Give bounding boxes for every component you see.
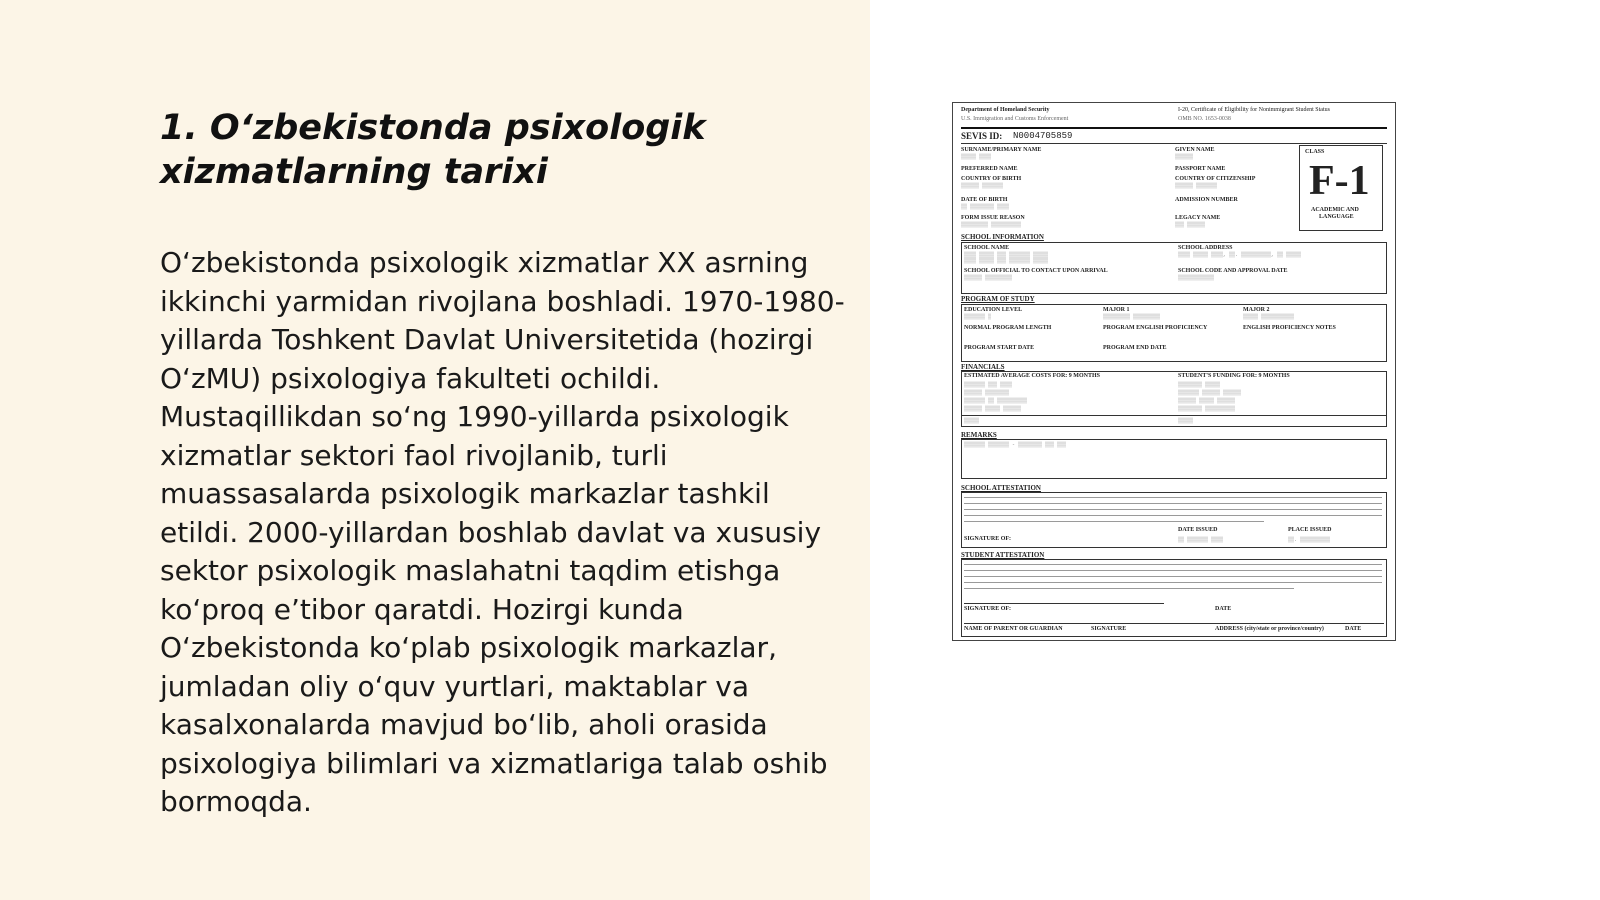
- fuzz: ▒▒▒▒ ▒▒▒▒▒ ▒▒▒▒, ▒▒. ▒▒▒▒▒▒▒▒▒▒, ▒▒ ▒▒▒▒▒: [1178, 252, 1302, 258]
- fuzz: ▒▒▒▒▒▒ ▒▒▒▒▒ ▒▒▒▒▒▒: [1178, 398, 1236, 404]
- school-place-issued: PLACE ISSUED: [1288, 527, 1332, 533]
- i20-form-image: [952, 102, 1396, 641]
- field-education-level: EDUCATION LEVEL: [964, 307, 1023, 313]
- fuzz: ▒▒▒▒▒▒▒ ▒▒ ▒▒▒▒▒▒▒▒▒▒: [964, 398, 1028, 404]
- sec-school-attestation: SCHOOL ATTESTATION: [961, 484, 1041, 492]
- parent-date: DATE: [1345, 626, 1362, 632]
- attestation-text: [964, 521, 1264, 522]
- field-country-birth: COUNTRY OF BIRTH: [961, 176, 1022, 182]
- field-school-code: SCHOOL CODE AND APPROVAL DATE: [1178, 268, 1288, 274]
- field-major1: MAJOR 1: [1103, 307, 1130, 313]
- fuzz: ▒▒▒▒▒▒▒▒ ▒▒▒▒▒▒▒▒▒▒: [1178, 406, 1236, 412]
- fuzz: ▒▒▒▒▒▒ ▒▒▒▒▒▒▒▒: [964, 390, 1010, 396]
- form-omb: OMB NO. 1653-0038: [1178, 116, 1231, 122]
- field-preferred: PREFERRED NAME: [961, 166, 1018, 172]
- fuzz: ▒▒▒▒▒▒ ▒▒▒▒▒▒▒: [961, 183, 1004, 189]
- field-school-name: SCHOOL NAME: [964, 245, 1010, 251]
- field-passport: PASSPORT NAME: [1175, 166, 1226, 172]
- student-date: DATE: [1215, 606, 1232, 612]
- fuzz: ▒▒▒▒▒▒ ▒▒▒▒▒ ▒▒▒▒▒▒: [964, 406, 1022, 412]
- slide-title: 1. O‘zbekistonda psixologik xizmatlarning tarixi: [160, 108, 706, 192]
- fuzz: ▒▒▒▒▒ ▒▒▒▒: [961, 154, 992, 160]
- attestation-text: [964, 497, 1382, 498]
- sevis-label: SEVIS ID:: [961, 131, 1003, 141]
- sec-student-attestation: STUDENT ATTESTATION: [961, 551, 1045, 559]
- slide-body: O‘zbekistonda psixologik xizmatlar XX asrning ikkinchi yarmidan rivojlana boshladi. 1970-1980-yillarda Toshkent Davlat Universitetida (hozirgi O‘zMU) psixologiya fakulteti ochildi. Mustaqillikdan so‘ng 1990-yillarda psixologik xizmatlar sektori faol rivojlanib, turli muassasalarda psixologik markazlar tashkil etildi. 2000-yillardan boshlab davlat va xususiy sektor psixologik maslahatni taqdim etishga ko‘proq e’tibor qaratdi. Hozirgi kunda O‘zbekistonda ko‘plab psixologik markazlar, jumladan oliy o‘quv yurtlari, maktablar va kasalxonalarda mavjud bo‘lib, aholi orasida psixologiya bilimlari va xizmatlariga talab oshib bormoqda.: [160, 246, 845, 818]
- field-given: GIVEN NAME: [1175, 147, 1215, 153]
- sec-remarks: REMARKS: [961, 431, 997, 439]
- fuzz: ▒▒▒▒▒▒▒ ▒: [964, 314, 992, 320]
- fuzz: ▒▒▒▒▒▒ ▒▒▒▒▒▒▒▒▒: [964, 275, 1013, 281]
- sec-program: PROGRAM OF STUDY: [961, 295, 1035, 303]
- form-title: I-20, Certificate of Eligibility for Nonimmigrant Student Status: [1178, 107, 1330, 113]
- sec-school-info: SCHOOL INFORMATION: [961, 233, 1044, 241]
- class-value: F-1: [1309, 158, 1370, 204]
- fuzz: ▒▒▒▒▒: [964, 418, 980, 424]
- field-admission: ADMISSION NUMBER: [1175, 197, 1238, 203]
- student-signature-of: SIGNATURE OF:: [964, 606, 1012, 612]
- field-surname: SURNAME/PRIMARY NAME: [961, 147, 1042, 153]
- fuzz: ▒▒▒▒ ▒▒▒▒▒ ▒▒▒ ▒▒▒▒▒▒▒ ▒▒▒▒▒: [964, 258, 1049, 264]
- form-dept-sub: U.S. Immigration and Customs Enforcement: [961, 116, 1069, 122]
- financials-total-rule: [961, 415, 1387, 416]
- fuzz: ▒▒▒▒▒▒ ▒▒▒▒▒▒▒: [1175, 183, 1218, 189]
- sevis-id: N0004705859: [1013, 131, 1073, 141]
- attestation-text: [964, 503, 1382, 504]
- fuzz: ▒▒▒ ▒▒▒▒▒▒: [1175, 222, 1206, 228]
- field-major2: MAJOR 2: [1243, 307, 1270, 313]
- school-signature-of: SIGNATURE OF:: [964, 536, 1012, 542]
- parent-name: NAME OF PARENT OR GUARDIAN: [964, 626, 1063, 632]
- parent-address: ADDRESS (city/state or province/country): [1215, 626, 1324, 632]
- student-signature-line: [964, 603, 1164, 604]
- field-english-notes: ENGLISH PROFICIENCY NOTES: [1243, 325, 1336, 331]
- field-school-address: SCHOOL ADDRESS: [1178, 245, 1233, 251]
- field-legacy: LEGACY NAME: [1175, 215, 1221, 221]
- class-sub1: ACADEMIC AND: [1311, 207, 1359, 213]
- fuzz: ▒▒▒▒▒▒▒ ▒▒▒ ▒▒▒▒: [964, 382, 1013, 388]
- attestation-text: [964, 509, 1382, 510]
- sevis-rule: [961, 143, 1387, 144]
- field-citizenship: COUNTRY OF CITIZENSHIP: [1175, 176, 1256, 182]
- program-box: [961, 304, 1387, 362]
- field-english-prof: PROGRAM ENGLISH PROFICIENCY: [1103, 325, 1208, 331]
- field-school-official: SCHOOL OFFICIAL TO CONTACT UPON ARRIVAL: [964, 268, 1108, 274]
- fuzz: ▒▒▒▒ ▒▒▒▒▒ ▒▒▒ ▒▒▒▒▒▒▒ ▒▒▒▒▒: [964, 252, 1049, 258]
- fuzz: ▒▒▒▒▒▒▒▒▒ ▒▒▒▒▒▒▒▒▒▒: [961, 222, 1022, 228]
- field-start-date: PROGRAM START DATE: [964, 345, 1035, 351]
- attestation-text: [964, 564, 1382, 565]
- fuzz: ▒▒▒▒▒: [1178, 418, 1194, 424]
- school-date-issued: DATE ISSUED: [1178, 527, 1218, 533]
- field-end-date: PROGRAM END DATE: [1103, 345, 1167, 351]
- parent-signature: SIGNATURE: [1091, 626, 1127, 632]
- fuzz: ▒▒▒▒▒▒▒ ▒▒▒▒▒▒▒ - ▒▒▒▒▒▒▒▒ ▒▒▒ ▒▒▒: [964, 442, 1067, 448]
- fuzz: ▒▒▒▒▒▒▒▒ ▒▒▒▒▒: [1178, 382, 1221, 388]
- fuzz: ▒▒▒▒▒▒: [1175, 154, 1194, 160]
- fuzz: ▒▒▒▒▒▒▒▒▒ ▒▒▒▒▒▒▒▒▒: [1103, 314, 1161, 320]
- fuzz: ▒▒. ▒▒▒▒▒▒▒▒▒▒: [1288, 537, 1331, 543]
- header-rule: [961, 127, 1387, 129]
- attestation-text: [964, 582, 1382, 583]
- attestation-text: [964, 588, 1294, 589]
- fuzz: ▒▒ ▒▒▒▒▒▒▒ ▒▒▒▒: [1178, 537, 1224, 543]
- parent-line: [964, 623, 1384, 624]
- class-label: CLASS: [1305, 149, 1325, 155]
- fuzz: ▒▒▒▒▒▒▒ ▒▒▒▒▒▒ ▒▒▒▒▒▒: [1178, 390, 1242, 396]
- attestation-text: [964, 515, 1382, 516]
- form-dept: Department of Homeland Security: [961, 107, 1050, 113]
- attestation-text: [964, 570, 1382, 571]
- fuzz: ▒▒▒▒▒ ▒▒▒▒▒▒▒▒▒▒▒: [1243, 314, 1295, 320]
- field-funding: STUDENT'S FUNDING FOR: 9 MONTHS: [1178, 373, 1290, 379]
- field-issue-reason: FORM ISSUE REASON: [961, 215, 1025, 221]
- fuzz: ▒▒ ▒▒▒▒▒▒▒▒ ▒▒▒▒: [961, 204, 1010, 210]
- field-dob: DATE OF BIRTH: [961, 197, 1008, 203]
- sec-financials: FINANCIALS: [961, 363, 1005, 371]
- fuzz: ▒▒▒▒▒▒▒▒▒▒▒▒: [1178, 275, 1215, 281]
- class-sub2: LANGUAGE: [1319, 214, 1354, 220]
- field-normal-length: NORMAL PROGRAM LENGTH: [964, 325, 1052, 331]
- field-est-costs: ESTIMATED AVERAGE COSTS FOR: 9 MONTHS: [964, 373, 1100, 379]
- attestation-text: [964, 576, 1382, 577]
